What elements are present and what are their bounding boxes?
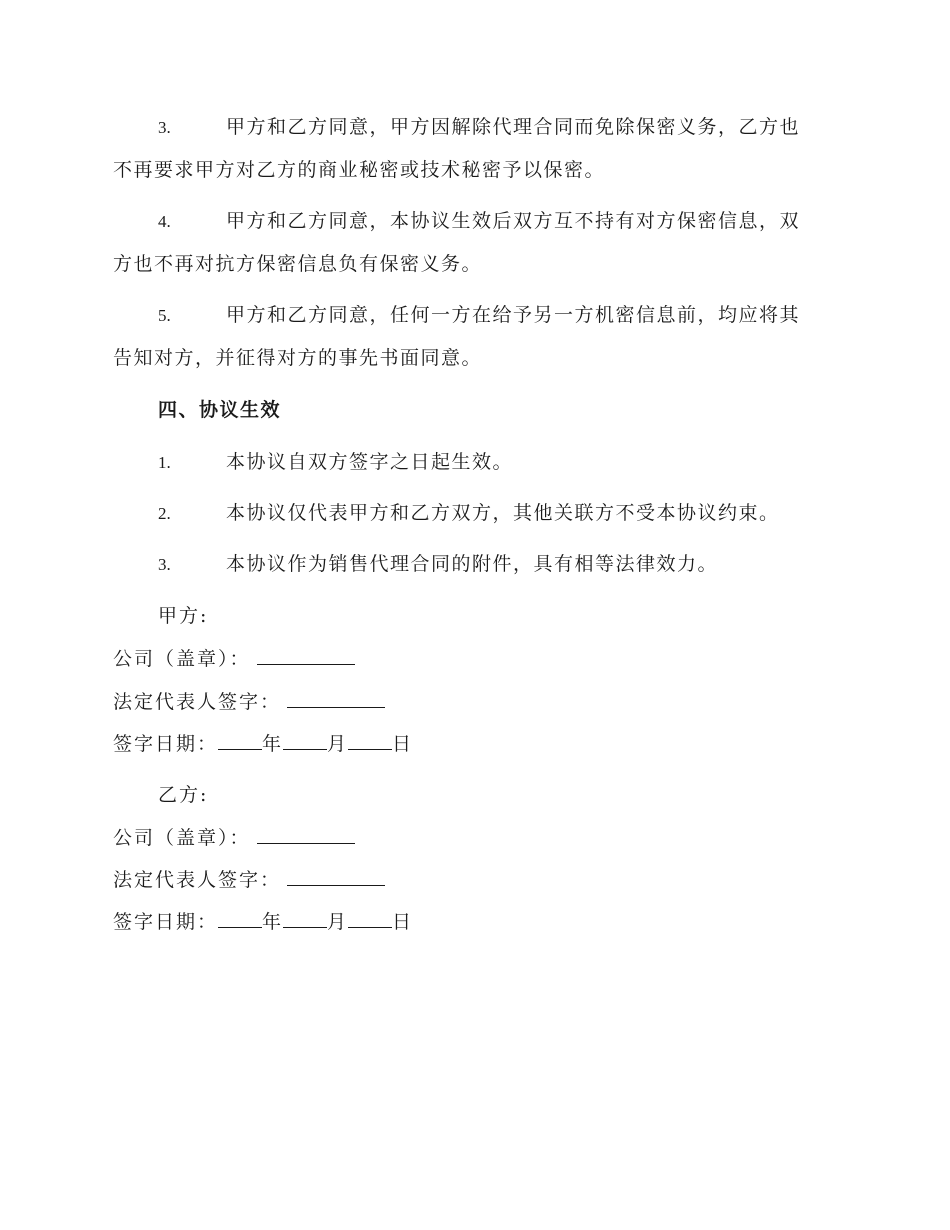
clause-3 <box>113 106 833 191</box>
party-a-label: 甲方: <box>158 605 209 627</box>
section-item <box>113 448 833 477</box>
clause-5 <box>113 294 833 379</box>
clause-text-line: 方也不再对抗方保密信息负有保密义务。 <box>113 253 483 275</box>
company-seal-label: 公司（盖章）： <box>113 648 251 670</box>
clause-number: 5. <box>158 306 171 325</box>
clause-text-line: 甲方和乙方同意，本协议生效后双方互不持有对方保密信息，双 <box>226 210 801 232</box>
item-number: 3. <box>158 555 171 574</box>
year-label: 年 <box>262 733 284 755</box>
item-text: 本协议作为销售代理合同的附件，具有相等法律效力。 <box>226 553 719 575</box>
month-blank[interactable] <box>283 731 327 750</box>
item-number: 1. <box>158 453 171 472</box>
day-label: 日 <box>392 733 414 755</box>
item-number: 2. <box>158 504 171 523</box>
party-b-rep-line <box>113 866 385 894</box>
clause-number: 4. <box>158 212 171 231</box>
sign-date-label: 签字日期： <box>113 733 219 755</box>
legal-rep-blank[interactable] <box>287 867 385 886</box>
clause-text-line: 告知对方，并征得对方的事先书面同意。 <box>113 347 483 369</box>
party-b-date-line <box>113 908 413 936</box>
legal-rep-label: 法定代表人签字： <box>113 869 282 891</box>
month-label: 月 <box>327 733 349 755</box>
party-a-date-line <box>113 730 413 758</box>
party-b-label: 乙方: <box>158 784 209 806</box>
legal-rep-label: 法定代表人签字： <box>113 691 282 713</box>
sign-date-label: 签字日期： <box>113 911 219 933</box>
clause-text-line: 不再要求甲方对乙方的商业秘密或技术秘密予以保密。 <box>113 159 606 181</box>
company-seal-blank[interactable] <box>257 646 355 665</box>
item-text: 本协议仅代表甲方和乙方双方，其他关联方不受本协议约束。 <box>226 502 780 524</box>
year-label: 年 <box>262 911 284 933</box>
party-a-rep-line <box>113 688 385 716</box>
company-seal-label: 公司（盖章）： <box>113 827 251 849</box>
party-b-company-line <box>113 824 355 852</box>
legal-rep-blank[interactable] <box>287 689 385 708</box>
section-item <box>113 499 833 528</box>
year-blank[interactable] <box>218 909 262 928</box>
day-blank[interactable] <box>348 731 392 750</box>
clause-number: 3. <box>158 118 171 137</box>
section-heading: 四、协议生效 <box>158 399 282 421</box>
clause-text-line: 甲方和乙方同意，任何一方在给予另一方机密信息前，均应将其 <box>226 304 801 326</box>
month-blank[interactable] <box>283 909 327 928</box>
party-a-company-line <box>113 645 355 673</box>
year-blank[interactable] <box>218 731 262 750</box>
clause-4 <box>113 200 833 285</box>
clause-text-line: 甲方和乙方同意，甲方因解除代理合同而免除保密义务，乙方也 <box>226 116 801 138</box>
month-label: 月 <box>327 911 349 933</box>
section-item <box>113 550 833 579</box>
company-seal-blank[interactable] <box>257 825 355 844</box>
day-blank[interactable] <box>348 909 392 928</box>
day-label: 日 <box>392 911 414 933</box>
item-text: 本协议自双方签字之日起生效。 <box>226 451 514 473</box>
